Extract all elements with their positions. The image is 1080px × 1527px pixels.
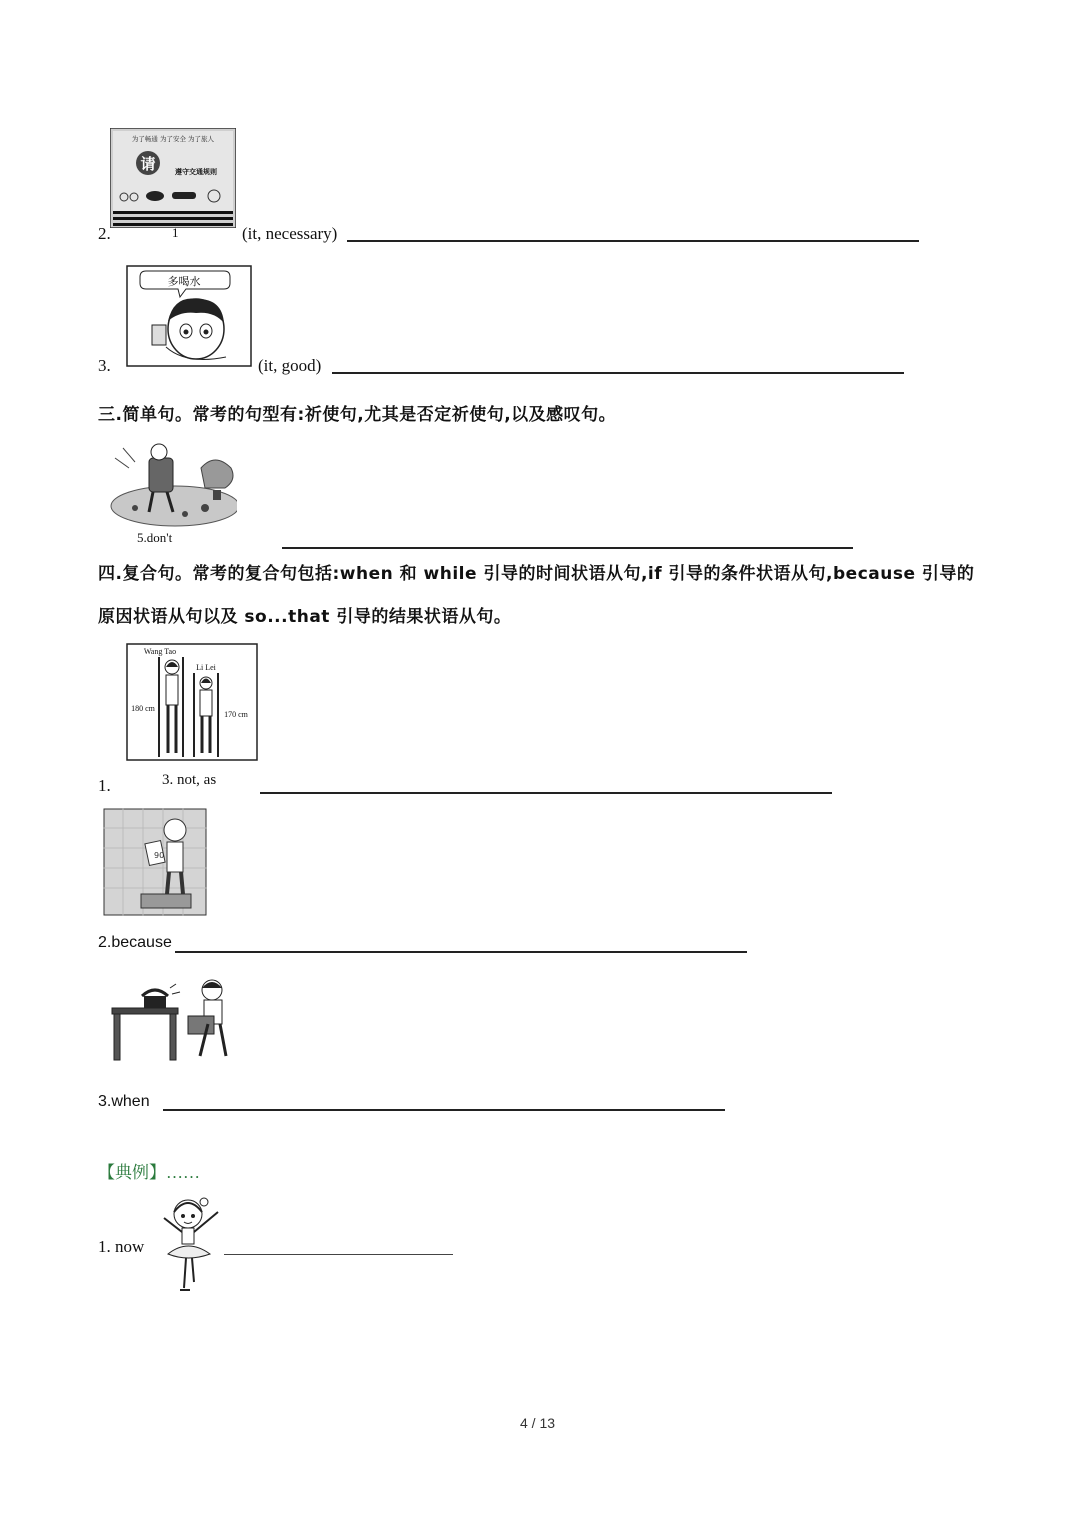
sign-big-char: 请 (140, 155, 156, 173)
section-four-heading-line2: 原因状语从句以及 so...that 引导的结果状语从句。 (98, 607, 512, 627)
dancing-girl-image (158, 1192, 230, 1296)
item-5-caption: 5.don't (137, 530, 173, 545)
sign-text: 遵守交通规则 (175, 168, 217, 176)
item-2-image-caption: 1 (172, 225, 179, 240)
girl-test-paper-image (103, 808, 207, 916)
traffic-sign-image (110, 128, 236, 228)
left-height: 180 cm (131, 704, 155, 713)
height-comparison-image (126, 643, 258, 761)
item-1-caption: 3. not, as (162, 772, 217, 788)
item-1-number: 1. (98, 776, 111, 795)
item-5-answer-line[interactable] (282, 547, 853, 549)
left-name: Wang Tao (143, 647, 177, 656)
example-item-1-label: 1. now (98, 1237, 145, 1256)
example-label: 【典例】…… (98, 1163, 200, 1182)
littering-image (105, 438, 237, 530)
example-item-1-answer-line[interactable] (224, 1254, 453, 1255)
drink-water-image (126, 265, 252, 367)
item-3-answer-line[interactable] (332, 372, 904, 374)
item-3-hint: (it, good) (258, 356, 322, 375)
item-2-because-label: 2.because (98, 934, 172, 951)
item-3-when-answer-line[interactable] (163, 1109, 725, 1111)
right-height: 170 cm (224, 710, 248, 719)
item-3-number: 3. (98, 356, 111, 375)
section-four-heading-line1: 四.复合句。常考的复合句包括:when 和 while 引导的时间状语从句,if 引导的条件状语从句,because 引导的 (98, 564, 975, 584)
item-1-answer-line[interactable] (260, 792, 832, 794)
item-3-when-label: 3.when (98, 1093, 150, 1110)
svg-text:90: 90 (154, 851, 165, 860)
item-2-hint: (it, necessary) (242, 224, 338, 243)
item-2-answer-line[interactable] (347, 240, 919, 242)
item-2-number: 2. (98, 224, 111, 243)
sign-top-text: 为了畅通 为了安全 为了旅人 (131, 135, 215, 143)
page-number: 4 / 13 (520, 1415, 556, 1431)
bubble-text: 多喝水 (167, 275, 201, 288)
right-name: Li Lei (196, 663, 216, 672)
section-three-heading: 三.简单句。常考的句型有:祈使句,尤其是否定祈使句,以及感叹句。 (98, 405, 617, 425)
phone-reading-image (108, 976, 238, 1066)
item-2-because-answer-line[interactable] (175, 951, 747, 953)
